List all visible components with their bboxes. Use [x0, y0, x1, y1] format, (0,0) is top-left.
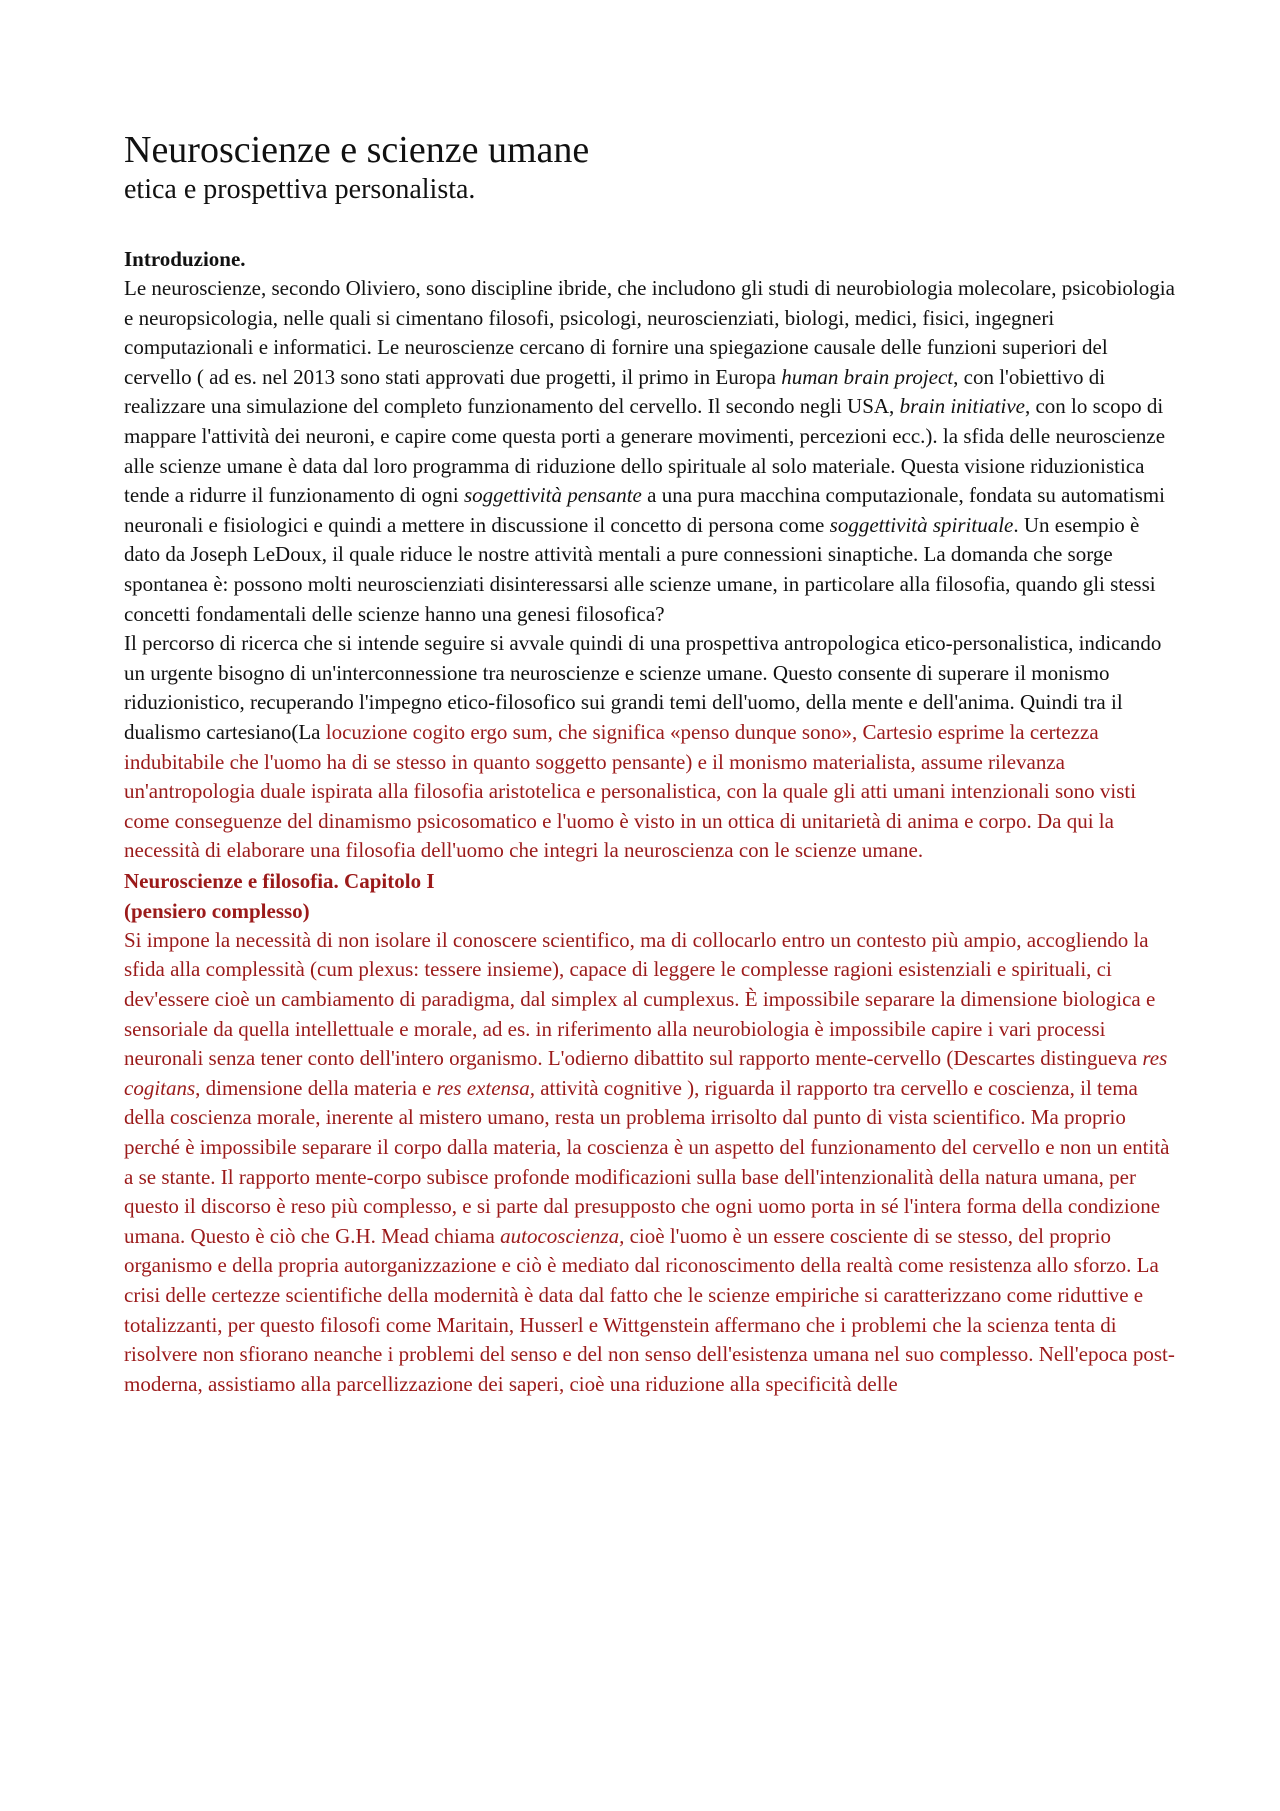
text-run: Il percorso di ricerca che si intende seguire si avvale quindi di una prospettiva antropologica etico-personalistica, indicando un urgente bisogno di un'interconnessione tra neuroscienze e scienze umane. Questo consente di superare il monismo riduzionistico, recuperando l'impegno etico-filosofico sui grandi temi dell'uomo, della mente e dell'anima. Quindi tra il dualismo cartesiano(La: [124, 631, 1162, 744]
intro-paragraph-1: [124, 274, 1176, 629]
text-run: Le neuroscienze, secondo Oliviero, sono discipline ibride, che includono gli studi di neurobiologia molecolare, psicobiologia e neuropsicologia, nelle quali si cimentano filosofi, psicologi, neuroscienziati, biologi, medici, fisici, ingegneri computazionali e informatici. Le neuroscienze cercano di fornire una spiegazione causale delle funzioni superiori del cervello ( ad es. nel 2013 sono stati approvati due progetti, il primo in Europa: [124, 276, 1175, 389]
text-run: , con l'obiettivo di realizzare una simulazione del completo funzionamento del cervello. Il secondo negli USA,: [124, 364, 1106, 419]
intro-heading: Introduzione.: [124, 247, 246, 271]
italic-text-run: soggettività pensante: [463, 483, 642, 508]
intro-paragraph-2: [124, 629, 1176, 866]
document-subtitle: etica e prospettiva personalista.: [124, 174, 476, 205]
document-page: [124, 128, 1176, 1399]
text-run: , con lo scopo di mappare l'attività dei neuroni, e capire come questa porti a generare movimenti, percezioni ecc.). la sfida delle neuroscienze alle scienze umane è data dal loro programma di riduzione dello spirituale al solo materiale. Questa visione riduzionistica tende a ridurre il funzionamento di ogni: [124, 394, 1166, 508]
italic-text-run: human brain project: [781, 364, 954, 389]
text-run: locuzione cogito ergo sum, che significa «penso dunque sono», Cartesio esprime la certezza indubitabile che l'uomo ha di se stesso in quanto soggetto pensante) e il monismo materialista, assume rilevanza un'antropologia duale ispirata alla filosofia aristotelica e personalistica, con la quale gli atti umani intenzionali sono visti come conseguenze del dinamismo psicosomatico e l'uomo è visto in un ottica di unitarietà di anima e corpo. Da qui la necessità di elaborare una filosofia dell'uomo che integri la neuroscienza con le scienze umane.: [124, 719, 1137, 863]
italic-text-run: brain initiative: [899, 394, 1025, 419]
italic-text-run: soggettività spirituale: [829, 512, 1014, 537]
text-run: , dimensione della materia e: [195, 1075, 437, 1100]
italic-text-run: res cogitans: [124, 1046, 1168, 1100]
text-run: attività cognitive ), riguarda il rapporto tra cervello e coscienza, il tema della coscienza morale, inerente al mistero umano, resta un problema irrisolto dal punto di vista scientifico. Ma proprio perché è impossibile separare il corpo dalla materia, la coscienza è un aspetto del funzionamento del cervello e non un entità a se stante. Il rapporto mente-corpo subisce profonde modificazioni sulla base dell'intenzionalità della natura umana, per questo il discorso è reso più complesso, e si parte dal presupposto che ogni uomo porta in sé l'intera forma della condizione umana. Questo è ciò che G.H. Mead chiama: [124, 1075, 1170, 1248]
text-run: . Un esempio è dato da Joseph LeDoux, il quale riduce le nostre attività mentali a pure connessioni sinaptiche. La domanda che sorge spontanea è: possono molti neuroscienziati disinteressarsi alle scienze umane, in particolare alla filosofia, quando gli stessi concetti fondamentali delle scienze hanno una genesi filosofica?: [124, 512, 1156, 626]
chapter-heading: Neuroscienze e filosofia. Capitolo I: [124, 868, 435, 893]
document-title: Neuroscienze e scienze umane: [124, 129, 590, 171]
text-run: a una pura macchina computazionale, fondata su automatismi neuronali e fisiologici e quindi a mettere in discussione il concetto di persona come: [124, 483, 1165, 537]
italic-text-run: res extensa,: [436, 1075, 535, 1100]
chapter-subheading: (pensiero complesso): [124, 898, 310, 923]
italic-text-run: autocoscienza,: [500, 1223, 625, 1248]
text-run: Si impone la necessità di non isolare il conoscere scientifico, ma di collocarlo entro un contesto più ampio, accogliendo la sfida alla complessità (cum plexus: tessere insieme), capace di leggere le complesse ragioni esistenziali e spirituali, ci dev'essere cioè un cambiamento di paradigma, dal simplex al cumplexus. È impossibile separare la dimensione biologica e sensoriale da quella intellettuale e morale, ad es. in riferimento alla neurobiologia è impossibile capire i vari processi neuronali senza tener conto dell'intero organismo. L'odierno dibattito sul rapporto mente-cervello (Descartes distingueva: [124, 927, 1156, 1071]
chapter-paragraph-1: [124, 926, 1176, 1400]
text-run: cioè l'uomo è un essere cosciente di se stesso, del proprio organismo e della propria autorganizzazione e ciò è mediato dal riconoscimento della realtà come resistenza allo sforzo. La crisi delle certezze scientifiche della modernità è data dal fatto che le scienze empiriche si caratterizzano come riduttive e totalizzanti, per questo filosofi come Maritain, Husserl e Wittgenstein affermano che i problemi che la scienza tenta di risolvere non sfiorano neanche i problemi del senso e del non senso dell'esistenza umana nel suo complesso. Nell'epoca post-moderna, assistiamo alla parcellizzazione dei saperi, cioè una riduzione alla specificità delle: [124, 1223, 1175, 1396]
